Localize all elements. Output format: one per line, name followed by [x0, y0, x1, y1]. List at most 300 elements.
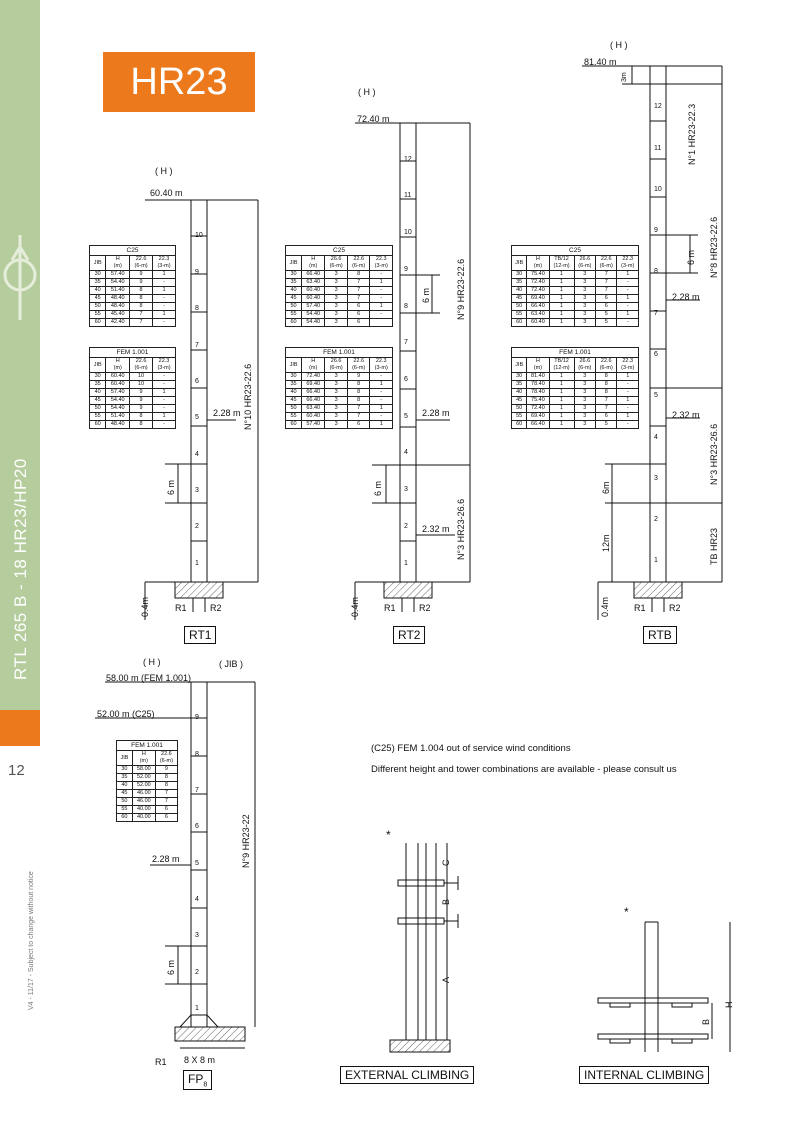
table-cell: 3 [574, 295, 595, 303]
ext-a: A [441, 976, 451, 983]
rt1-h-label: ( H ) [155, 166, 173, 176]
table-cell: 66.40 [302, 389, 325, 397]
table-cell: 75.40 [527, 271, 549, 279]
table-cell: 42.40 [106, 319, 130, 327]
table-header: JIB [286, 256, 302, 271]
table-cell: 55 [286, 311, 302, 319]
table-cell: 3 [574, 271, 595, 279]
table-row [512, 405, 639, 413]
table-cell: 54.40 [302, 319, 325, 327]
table-cell: 6 [596, 413, 617, 421]
table-cell: 3 [574, 397, 595, 405]
mast-section-number: 8 [195, 750, 199, 758]
rtb-label: RTB [643, 626, 677, 644]
table-row [286, 303, 393, 311]
fp-tower-label: N°9 HR23-22 [241, 814, 251, 868]
table-header: 22.6 (6-m) [596, 256, 617, 271]
cranes-rt2-c25-table [285, 245, 393, 327]
table-cell: 55 [286, 413, 302, 421]
mast-section-number: 9 [654, 227, 658, 235]
ext-b: B [441, 898, 451, 905]
table-cell: 3 [574, 413, 595, 421]
internal-climbing-label: INTERNAL CLIMBING [579, 1066, 709, 1084]
rtb-top-height: 81.40 m [584, 57, 617, 67]
internal-climbing-drawing [598, 922, 730, 1052]
table-cell: 3 [325, 389, 348, 397]
table-cell: 45 [286, 295, 302, 303]
table-cell: 6 [155, 814, 177, 822]
table-cell: - [617, 287, 639, 295]
table-row [286, 279, 393, 287]
table-cell: - [370, 413, 393, 421]
table-cell: 3 [574, 319, 595, 327]
table-cell: 10 [130, 373, 153, 381]
rt1-tower-label: N°10 HR23-22.6 [243, 363, 253, 430]
table-cell: 81.40 [527, 373, 549, 381]
table-cell: 40.00 [132, 806, 155, 814]
mast-section-number: 3 [654, 474, 658, 482]
table-cell: 7 [155, 798, 177, 806]
table-row [512, 311, 639, 319]
table-cell: 1 [153, 413, 176, 421]
table-cell: 30 [90, 373, 106, 381]
mast-section-number: 12 [654, 103, 662, 111]
table-cell: 35 [286, 381, 302, 389]
table-cell: 54.40 [106, 405, 130, 413]
mast-section-number: 1 [654, 557, 658, 565]
rtb-six-lower: 6m [601, 481, 611, 494]
table-cell: 75.40 [527, 397, 549, 405]
table-row [90, 279, 176, 287]
mast-section-number: 4 [195, 895, 199, 903]
rt1-r1: R1 [175, 603, 187, 613]
table-cell: 45 [90, 295, 106, 303]
table-cell: 30 [286, 373, 302, 381]
table-row [512, 287, 639, 295]
table-cell: 1 [549, 413, 574, 421]
table-row [90, 405, 176, 413]
table-cell: 45 [117, 790, 133, 798]
int-star: * [624, 905, 629, 919]
mast-section-number: 10 [654, 185, 662, 193]
table-row [117, 766, 178, 774]
table-header: JIB [512, 358, 527, 373]
table-title: C25 [286, 246, 393, 256]
table-cell: 1 [549, 287, 574, 295]
table-cell: 1 [549, 295, 574, 303]
table-title: C25 [90, 246, 176, 256]
table-cell: 1 [617, 397, 639, 405]
table-cell: 57.40 [106, 271, 130, 279]
table-cell: - [617, 389, 639, 397]
table-cell: 48.40 [106, 421, 130, 429]
external-climbing-label: EXTERNAL CLIMBING [340, 1066, 474, 1084]
table-cell: 1 [617, 271, 639, 279]
table-cell: 35 [512, 279, 527, 287]
rt1-base-gap: 0.4m [140, 596, 150, 617]
table-cell: 30 [117, 766, 133, 774]
table-cell: - [370, 397, 393, 405]
table-cell: 57.40 [302, 421, 325, 429]
table-header: JIB [512, 256, 527, 271]
table-row [286, 373, 393, 381]
table-cell: 51.40 [106, 413, 130, 421]
table-row [286, 421, 393, 429]
table-header: H (m) [106, 358, 130, 373]
table-row [286, 287, 393, 295]
fp-base: 8 X 8 m [184, 1055, 216, 1065]
mast-section-number: 2 [195, 968, 199, 976]
table-cell: 60.40 [106, 373, 130, 381]
table-header: JIB [90, 256, 106, 271]
table-cell: 66.40 [302, 271, 325, 279]
table-cell: 57.40 [302, 303, 325, 311]
rtb-tower-label-top: N°1 HR23-22.3 [687, 103, 697, 165]
table-cell: 69.40 [302, 381, 325, 389]
table-cell: 1 [370, 279, 393, 287]
table-cell: 30 [512, 373, 527, 381]
table-row [90, 319, 176, 327]
table-header: H (m) [302, 256, 325, 271]
fp-mast [95, 682, 255, 1048]
table-row [117, 798, 178, 806]
table-cell: 60.40 [302, 295, 325, 303]
table-cell: 3 [574, 381, 595, 389]
table-row [512, 397, 639, 405]
rt1-top-height: 60.40 m [150, 188, 183, 198]
table-cell: 35 [512, 381, 527, 389]
rtb-six-upper: 6 m [686, 249, 696, 265]
table-cell: 3 [325, 279, 348, 287]
table-cell: 50 [512, 405, 527, 413]
table-row [286, 311, 393, 319]
table-cell: - [153, 319, 176, 327]
table-cell: 40.00 [132, 814, 155, 822]
table-cell: 35 [90, 279, 106, 287]
mast-section-number: 8 [195, 305, 199, 313]
note-c25: (C25) FEM 1.004 out of service wind conditions [371, 743, 571, 754]
mast-section-number: 1 [404, 559, 408, 567]
table-title: FEM 1.001 [512, 348, 639, 358]
mast-section-number: 6 [654, 350, 658, 358]
rtb-twelve: 12m [601, 534, 611, 552]
table-cell: 46.00 [132, 790, 155, 798]
table-header: H (m) [527, 256, 549, 271]
table-row [512, 279, 639, 287]
rt1-label: RT1 [184, 626, 216, 644]
table-cell: - [153, 405, 176, 413]
mast-section-number: 3 [195, 487, 199, 495]
table-cell: 9 [130, 405, 153, 413]
table-cell: 8 [130, 303, 153, 311]
table-cell: 8 [130, 295, 153, 303]
table-row [512, 303, 639, 311]
table-header: H (m) [106, 256, 130, 271]
mast-section-number: 6 [195, 823, 199, 831]
table-cell: 7 [596, 405, 617, 413]
table-cell: 55 [512, 413, 527, 421]
table-cell: - [153, 279, 176, 287]
table-header: 22.6 (6-m) [155, 751, 177, 766]
rt2-six-upper: 6 m [421, 287, 431, 303]
table-cell: 7 [596, 287, 617, 295]
mast-section-number: 11 [654, 144, 662, 152]
mast-section-number: 7 [654, 309, 658, 317]
table-cell: 7 [596, 271, 617, 279]
mast-section-number: 7 [195, 341, 199, 349]
table-cell: 54.40 [106, 397, 130, 405]
table-cell: - [617, 381, 639, 389]
table-header: 26.6 (6-m) [325, 256, 348, 271]
table-cell: 55 [90, 311, 106, 319]
table-cell: 3 [325, 295, 348, 303]
table-cell: 8 [130, 287, 153, 295]
table-cell: 72.40 [527, 405, 549, 413]
table-cell: 7 [347, 287, 370, 295]
table-row [90, 381, 176, 389]
table-cell: 3 [325, 405, 348, 413]
table-cell: 6 [347, 311, 370, 319]
table-title: FEM 1.001 [90, 348, 176, 358]
rt2-r1: R1 [384, 603, 396, 613]
rt1-six: 6 m [166, 479, 176, 495]
table-title: FEM 1.001 [117, 741, 178, 751]
table-cell: 5 [596, 311, 617, 319]
table-cell: 6 [347, 319, 370, 327]
table-row [286, 389, 393, 397]
table-cell: 66.40 [527, 303, 549, 311]
mast-section-number: 6 [404, 376, 408, 384]
table-row [90, 303, 176, 311]
table-cell: 58.00 [132, 766, 155, 774]
table-header: 22.6 (6-m) [347, 358, 370, 373]
table-cell: - [617, 405, 639, 413]
table-cell: 8 [596, 373, 617, 381]
rtb-tower-label-base: TB HR23 [709, 527, 719, 565]
table-cell: 30 [90, 271, 106, 279]
table-row [286, 405, 393, 413]
mast-section-number: 12 [404, 155, 412, 163]
table-title: C25 [512, 246, 639, 256]
table-cell: 1 [617, 295, 639, 303]
table-cell: 3 [325, 397, 348, 405]
table-cell: 3 [574, 421, 595, 429]
rtb-r1: R1 [634, 603, 646, 613]
table-cell: - [370, 311, 393, 319]
table-row [512, 389, 639, 397]
table-cell: 45 [512, 295, 527, 303]
table-cell: 7 [596, 279, 617, 287]
table-row [512, 319, 639, 327]
table-cell: 63.40 [527, 311, 549, 319]
table-cell: 3 [325, 373, 348, 381]
table-header: 22.3 (3-m) [370, 358, 393, 373]
table-cell: 60 [286, 319, 302, 327]
table-cell: 48.40 [106, 295, 130, 303]
table-cell: 1 [617, 413, 639, 421]
table-header: 22.6 (6-m) [596, 358, 617, 373]
rtb-base-gap: 0.4m [600, 596, 610, 617]
table-cell: 63.40 [302, 279, 325, 287]
mast-section-number: 5 [195, 859, 199, 867]
table-cell: 1 [549, 373, 574, 381]
table-cell: 3 [574, 279, 595, 287]
table-cell: 35 [90, 381, 106, 389]
table-cell: 72.40 [527, 279, 549, 287]
table-cell: 3 [325, 319, 348, 327]
table-cell: 1 [549, 405, 574, 413]
table-row [90, 287, 176, 295]
table-cell: - [370, 389, 393, 397]
table-row [286, 295, 393, 303]
table-cell: 40 [286, 389, 302, 397]
table-cell: 3 [574, 311, 595, 319]
table-header: JIB [90, 358, 106, 373]
table-header: H (m) [527, 358, 549, 373]
table-row [90, 311, 176, 319]
table-cell: 8 [596, 381, 617, 389]
mast-section-number: 10 [404, 229, 412, 237]
table-cell: 48.40 [106, 303, 130, 311]
table-cell: - [153, 397, 176, 405]
table-cell: 1 [549, 421, 574, 429]
mast-section-number: 5 [404, 412, 408, 420]
table-row [90, 373, 176, 381]
page-number: 12 [8, 762, 25, 779]
table-cell: 1 [153, 271, 176, 279]
fp-label: $FP_8$ [183, 1070, 212, 1090]
table-cell: 1 [153, 311, 176, 319]
table-header: JIB [117, 751, 133, 766]
table-cell: 3 [325, 287, 348, 295]
table-cell: 7 [347, 279, 370, 287]
table-cell: 60.40 [302, 413, 325, 421]
rtb-three: 3m [621, 72, 628, 82]
table-cell: 8 [130, 421, 153, 429]
rt2-footing-upper: 2.28 m [422, 408, 450, 418]
table-cell: 50 [90, 303, 106, 311]
table-cell: 69.40 [527, 295, 549, 303]
table-cell: 55 [90, 413, 106, 421]
table-header: TB/12 (12-m) [549, 256, 574, 271]
table-cell: 8 [155, 782, 177, 790]
table-cell: 1 [370, 405, 393, 413]
table-cell: 3 [325, 271, 348, 279]
table-cell: 51.40 [106, 287, 130, 295]
table-row [117, 782, 178, 790]
table-cell: 1 [549, 311, 574, 319]
table-cell: 9 [130, 397, 153, 405]
table-cell: 50 [117, 798, 133, 806]
table-row [512, 271, 639, 279]
table-cell: 7 [130, 311, 153, 319]
table-cell: 6 [155, 806, 177, 814]
table-cell: 7 [347, 295, 370, 303]
rt2-tower-label-upper: N°9 HR23-22.6 [456, 258, 466, 320]
table-cell: 66.40 [527, 421, 549, 429]
table-cell: 7 [596, 397, 617, 405]
table-cell: 1 [617, 311, 639, 319]
mast-section-number: 7 [195, 786, 199, 794]
table-header: 22.6 (6-m) [347, 256, 370, 271]
table-header: 22.6 (6-m) [130, 358, 153, 373]
table-cell: 6 [596, 303, 617, 311]
table-cell: 1 [153, 287, 176, 295]
table-row [512, 413, 639, 421]
rtb-h-label: ( H ) [610, 40, 628, 50]
table-cell: 60 [90, 319, 106, 327]
table-cell: 6 [347, 421, 370, 429]
int-b: B [701, 1018, 711, 1025]
table-cell: 5 [596, 319, 617, 327]
table-cell: 60 [117, 814, 133, 822]
table-cell: 1 [549, 389, 574, 397]
table-cell: 7 [130, 319, 153, 327]
table-row [286, 413, 393, 421]
table-cell: 3 [574, 287, 595, 295]
cranes-rtb-fem-table [511, 347, 639, 429]
table-title: FEM 1.001 [286, 348, 393, 358]
table-cell: 52.00 [132, 782, 155, 790]
table-cell: 8 [347, 397, 370, 405]
table-cell: 60.40 [302, 287, 325, 295]
table-cell: 69.40 [527, 413, 549, 421]
table-cell: 8 [347, 381, 370, 389]
side-note: V4 - 11/17 - Subject to change without notice [28, 871, 35, 1010]
table-cell: 10 [130, 381, 153, 389]
table-cell [370, 319, 393, 327]
rtb-tower-label-low: N°3 HR23-26.6 [709, 423, 719, 485]
table-header: 22.3 (3-m) [370, 256, 393, 271]
mast-section-number: 3 [404, 486, 408, 494]
rtb-tower-label-mid: N°8 HR23-22.6 [709, 216, 719, 278]
table-row [90, 389, 176, 397]
table-cell: - [370, 287, 393, 295]
table-cell: 46.00 [132, 798, 155, 806]
rt2-footing-lower: 2.32 m [422, 524, 450, 534]
table-cell: 55 [512, 311, 527, 319]
table-cell: - [617, 303, 639, 311]
table-cell: - [370, 295, 393, 303]
table-cell: 45.40 [106, 311, 130, 319]
table-cell: 66.40 [302, 397, 325, 405]
table-cell: 1 [370, 421, 393, 429]
mast-section-number: 2 [195, 523, 199, 531]
table-cell: 1 [549, 397, 574, 405]
table-row [512, 421, 639, 429]
table-cell: 52.00 [132, 774, 155, 782]
mast-section-number: 1 [195, 559, 199, 567]
table-row [286, 319, 393, 327]
note-combos: Different height and tower combinations are available - please consult us [371, 764, 677, 775]
table-cell: 6 [596, 295, 617, 303]
table-header: 26.6 (6-m) [325, 358, 348, 373]
table-row [90, 397, 176, 405]
ext-c: C [441, 859, 451, 866]
table-cell: 30 [512, 271, 527, 279]
ext-star: * [386, 828, 391, 842]
table-header: 26.6 (6-m) [574, 358, 595, 373]
table-cell: 1 [549, 319, 574, 327]
table-cell: 3 [574, 303, 595, 311]
table-cell: 60 [512, 421, 527, 429]
table-cell: 57.40 [106, 389, 130, 397]
table-cell: 60 [286, 421, 302, 429]
table-cell: 1 [549, 303, 574, 311]
table-cell: 40 [90, 389, 106, 397]
table-cell: - [370, 271, 393, 279]
mast-section-number: 9 [195, 714, 199, 722]
